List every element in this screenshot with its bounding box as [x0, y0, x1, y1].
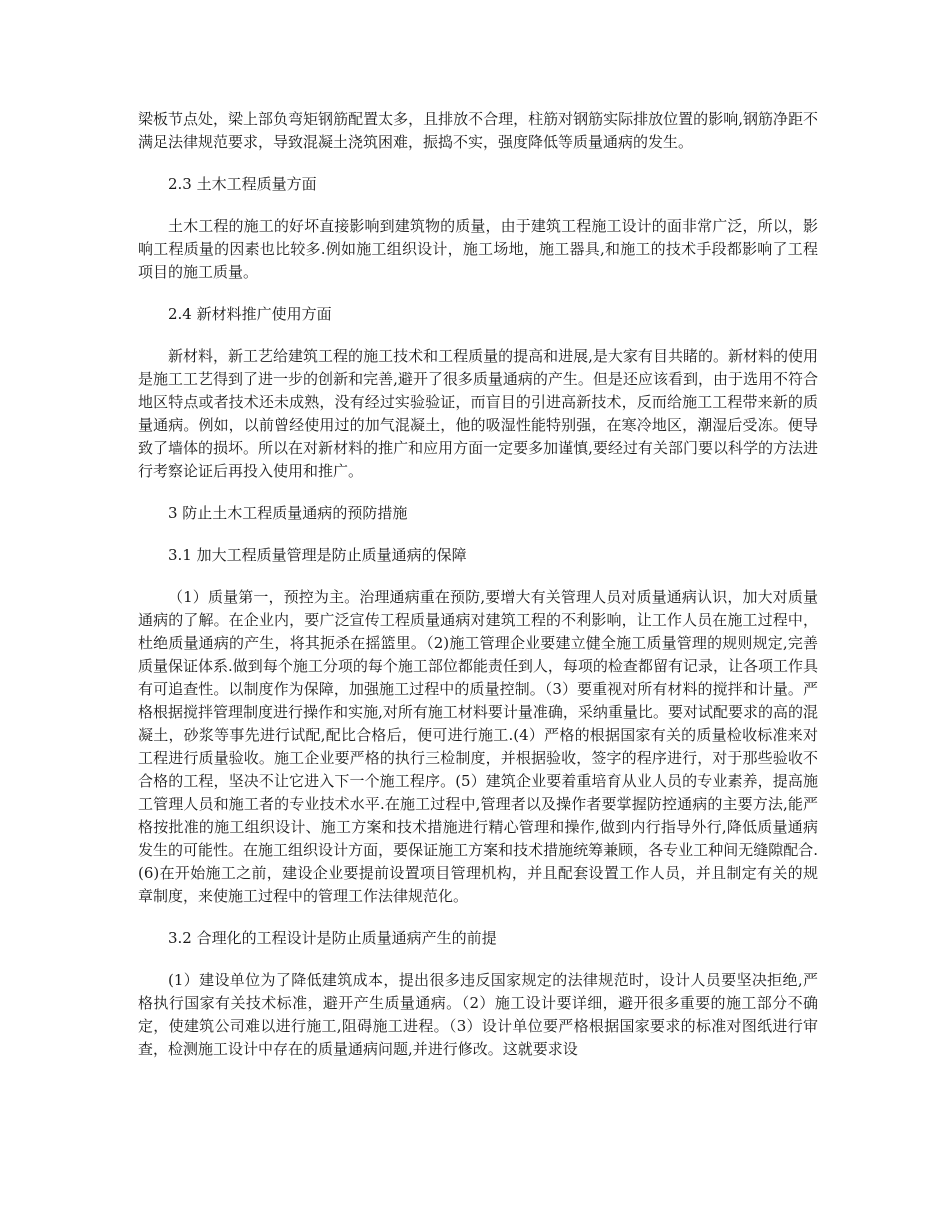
subsection-heading: 3.2 合理化的工程设计是防止质量通病产生的前提 [168, 929, 497, 947]
body-paragraph: （1）质量第一，预控为主。治理通病重在预防,要增大有关管理人员对质量通病认识，加大对质量通病的了解。在企业内，要广泛宣传工程质量通病对建筑工程的不利影响，让工作人员在施工过程中，杜绝质量通病的产生，将其扼杀在摇篮里。（2)施工管理企业要建立健全施工质量管理的规则规定,完善质量保证体系.做到每个施工分项的每个施工部位都能责任到人，每项的检查都留有记录，让各项工作具有可追查性。以制度作为保障，加强施工过程中的质量控制。（3）要重视对所有材料的搅拌和计量。严格根据搅拌管理制度进行操作和实施,对所有施工材料要计量准确，采纳重量比。要对试配要求的高的混凝土，砂浆等事先进行试配,配比合格后，便可进行施工.(4）严格的根据国家有关的质量检收标准来对工程进行质量验收。施工企业要严格的执行三检制度，并根据验收，签字的程序进行，对于那些验收不合格的工程，坚决不让它进入下一个施工程序。(5）建筑企业要着重培育从业人员的专业素养，提高施工管理人员和施工者的专业技术水平.在施工过程中,管理者以及操作者要掌握防控通病的主要方法,能严格按批准的施工组织设计、施工方案和技术措施进行精心管理和操作,做到内行指导外行,降低质量通病发生的可能性。在施工组织设计方面，要保证施工方案和技术措施统筹兼顾，各专业工种间无缝隙配合.(6)在开始施工之前，建设企业要提前设置项目管理机构，并且配套设置工作人员，并且制定有关的规章制度，来使施工过程中的管理工作法律规范化。 [138, 588, 818, 905]
section-heading: 2.4 新材料推广使用方面 [168, 305, 332, 323]
section-heading: 3 防止土木工程质量通病的预防措施 [168, 504, 408, 522]
section-heading: 2.3 土木工程质量方面 [168, 175, 317, 193]
document-page [138, 108, 818, 1061]
subsection-heading: 3.1 加大工程质量管理是防止质量通病的保障 [168, 546, 467, 564]
body-paragraph: (1）建设单位为了降低建筑成本，提出很多违反国家规定的法律规范时，设计人员要坚决拒绝,严格执行国家有关技术标准，避开产生质量通病。（2）施工设计要详细，避开很多重要的施工部分不确定，使建筑公司难以进行施工,阻碍施工进程。（3）设计单位要严格根据国家要求的标准对图纸进行审查，检测施工设计中存在的质量通病问题,并进行修改。这就要求设 [138, 971, 818, 1058]
body-paragraph: 土木工程的施工的好坏直接影响到建筑物的质量，由于建筑工程施工设计的面非常广泛，所以，影响工程质量的因素也比较多.例如施工组织设计，施工场地，施工器具,和施工的技术手段都影响了工程项目的施工质量。 [138, 217, 818, 281]
body-paragraph: 梁板节点处，梁上部负弯矩钢筋配置太多，且排放不合理，柱筋对钢筋实际排放位置的影响,钢筋净距不满足法律规范要求，导致混凝土浇筑困难，振捣不实，强度降低等质量通病的发生。 [138, 110, 818, 151]
body-paragraph: 新材料，新工艺给建筑工程的施工技术和工程质量的提高和进展,是大家有目共睹的。新材料的使用是施工工艺得到了进一步的创新和完善,避开了很多质量通病的产生。但是还应该看到，由于选用不符合地区特点或者技术还未成熟，没有经过实验验证，而盲目的引进高新技术，反而给施工工程带来新的质量通病。例如，以前曾经使用过的加气混凝土，他的吸湿性能特别强，在寒冷地区，潮湿后受冻。便导致了墙体的损坏。所以在对新材料的推广和应用方面一定要多加谨慎,要经过有关部门要以科学的方法进行考察论证后再投入使用和推广。 [138, 347, 818, 480]
